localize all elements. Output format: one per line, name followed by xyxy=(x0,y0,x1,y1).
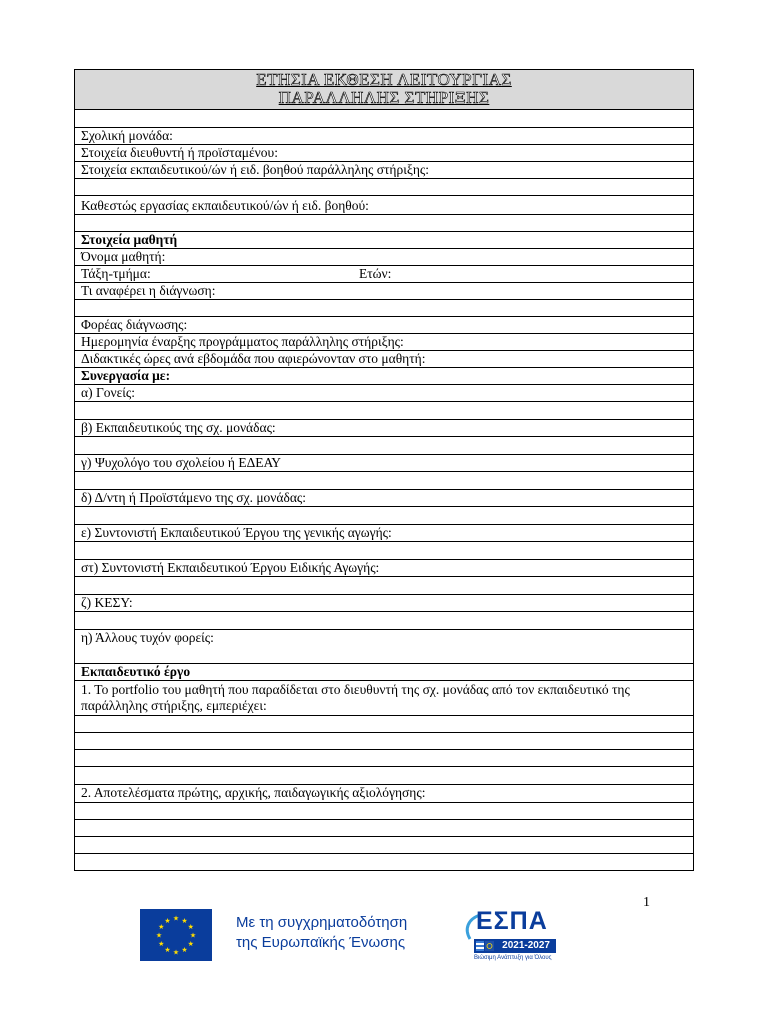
empty-row[interactable] xyxy=(75,802,693,819)
student-section-heading: Στοιχεία μαθητή xyxy=(75,231,693,248)
empty-row[interactable] xyxy=(75,541,693,559)
eu-star-icon: ★ xyxy=(164,946,171,955)
school-unit-field[interactable]: Σχολική μονάδα: xyxy=(75,127,693,144)
assessment-results-item[interactable]: 2. Αποτελέσματα πρώτης, αρχικής, παιδαγωγικής αξιολόγησης: xyxy=(75,784,693,802)
page-number: 1 xyxy=(643,895,650,910)
empty-row[interactable] xyxy=(75,109,693,127)
report-form-table xyxy=(74,69,694,871)
class-field[interactable]: Τάξη-τμήμα: xyxy=(81,266,151,281)
eu-star-icon: ★ xyxy=(172,948,180,957)
empty-row[interactable] xyxy=(75,471,693,489)
espa-name: ΕΣΠΑ xyxy=(476,907,548,935)
eu-star-icon: ★ xyxy=(164,916,171,925)
age-field[interactable]: Ετών: xyxy=(359,266,392,281)
espa-logo xyxy=(462,907,558,965)
cooperation-director[interactable]: δ) Δ/ντη ή Προϊστάμενο της σχ. μονάδας: xyxy=(75,489,693,506)
cofunding-text xyxy=(236,913,407,953)
diagnosis-field[interactable]: Τι αναφέρει η διάγνωση: xyxy=(75,282,693,299)
empty-row[interactable] xyxy=(75,611,693,629)
student-name-field[interactable]: Όνομα μαθητή: xyxy=(75,248,693,265)
empty-row[interactable] xyxy=(75,836,693,853)
eu-star-icon: ★ xyxy=(155,931,163,940)
empty-row[interactable] xyxy=(75,178,693,195)
cooperation-special-coordinator[interactable]: στ) Συντονιστή Εκπαιδευτικού Έργου Ειδικής Αγωγής: xyxy=(75,559,693,576)
cooperation-heading: Συνεργασία με: xyxy=(75,367,693,384)
cooperation-other[interactable]: η) Άλλους τυχόν φορείς: xyxy=(75,629,693,663)
empty-row[interactable] xyxy=(75,299,693,316)
empty-row[interactable] xyxy=(75,819,693,836)
empty-row[interactable] xyxy=(75,766,693,784)
eu-star-icon: ★ xyxy=(187,940,194,948)
start-date-field[interactable]: Ημερομηνία έναρξης προγράμματος παράλληλης στήριξης: xyxy=(75,333,693,350)
greek-eu-flags-icon xyxy=(476,941,494,951)
empty-row[interactable] xyxy=(75,576,693,594)
form-title xyxy=(75,69,693,109)
form-title-line2: ΠΑΡΑΛΛΗΛΗΣ ΣΤΗΡΙΞΗΣ xyxy=(278,88,490,107)
empty-row[interactable] xyxy=(75,214,693,231)
empty-row[interactable] xyxy=(75,749,693,766)
eu-star-icon: ★ xyxy=(181,946,188,955)
eu-star-icon: ★ xyxy=(158,923,165,931)
cofunding-footer xyxy=(138,907,558,965)
teacher-field[interactable]: Στοιχεία εκπαιδευτικού/ών ή ειδ. βοηθού παράλληλης στήριξης: xyxy=(75,161,693,178)
educational-work-heading: Εκπαιδευτικό έργο xyxy=(75,663,693,680)
director-field[interactable]: Στοιχεία διευθυντή ή προϊσταμένου: xyxy=(75,144,693,161)
empty-row[interactable] xyxy=(75,853,693,870)
diagnosis-agency-field[interactable]: Φορέας διάγνωσης: xyxy=(75,316,693,333)
eu-star-icon: ★ xyxy=(187,923,194,931)
cofunding-line2: της Ευρωπαϊκής Ένωσης xyxy=(236,934,406,951)
empty-row[interactable] xyxy=(75,506,693,524)
cofunding-line1: Με τη συγχρηματοδότηση xyxy=(236,914,408,931)
eu-star-icon: ★ xyxy=(189,931,197,940)
work-status-field[interactable]: Καθεστώς εργασίας εκπαιδευτικού/ών ή ειδ. βοηθού: xyxy=(75,195,693,214)
portfolio-item[interactable]: 1. Το portfolio του μαθητή που παραδίδεται στο διευθυντή της σχ. μονάδας από τον εκπαιδευτικό της παράλληλης στήριξης, εμπεριέχει: xyxy=(75,680,693,715)
class-age-row[interactable] xyxy=(75,265,693,282)
eu-star-icon: ★ xyxy=(158,940,165,948)
empty-row[interactable] xyxy=(75,436,693,454)
cooperation-parents[interactable]: α) Γονείς: xyxy=(75,384,693,401)
empty-row[interactable] xyxy=(75,715,693,732)
eu-star-icon: ★ xyxy=(181,916,188,925)
cooperation-psychologist[interactable]: γ) Ψυχολόγο του σχολείου ή ΕΔΕΑΥ xyxy=(75,454,693,471)
empty-row[interactable] xyxy=(75,732,693,749)
eu-star-icon: ★ xyxy=(172,914,180,923)
eu-flag-icon xyxy=(140,909,212,961)
cooperation-kesy[interactable]: ζ) ΚΕΣΥ: xyxy=(75,594,693,611)
weekly-hours-field[interactable]: Διδακτικές ώρες ανά εβδομάδα που αφιερώνονταν στο μαθητή: xyxy=(75,350,693,367)
cooperation-general-coordinator[interactable]: ε) Συντονιστή Εκπαιδευτικού Έργου της γενικής αγωγής: xyxy=(75,524,693,541)
espa-years: 2021-2027 xyxy=(474,939,556,953)
espa-tagline: Βιώσιμη Ανάπτυξη για Όλους xyxy=(474,955,552,961)
empty-row[interactable] xyxy=(75,401,693,419)
cooperation-teachers[interactable]: β) Εκπαιδευτικούς της σχ. μονάδας: xyxy=(75,419,693,436)
form-title-line1: ΕΤΗΣΙΑ ΕΚΘΕΣΗ ΛΕΙΤΟΥΡΓΙΑΣ xyxy=(256,70,512,89)
